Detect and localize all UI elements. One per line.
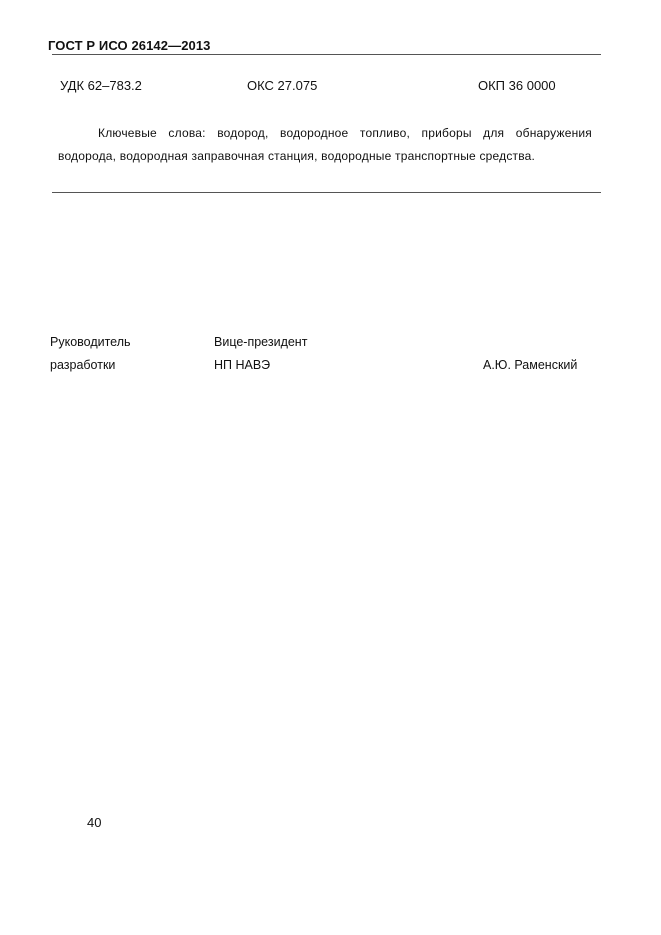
- oks-code: ОКС 27.075: [247, 78, 318, 93]
- signature-org-line2: НП НАВЭ: [214, 358, 271, 372]
- keywords-divider: [52, 192, 601, 193]
- signature-role-line2: разработки: [50, 358, 116, 372]
- signature-org-line1: Вице-президент: [214, 335, 308, 349]
- keywords-paragraph: Ключевые слова: водород, водородное топливо, приборы для обнаружения водорода, водородная заправочная станция, водородные транспортные средства.: [58, 126, 592, 163]
- signature-role-line1: Руководитель: [50, 335, 131, 349]
- okp-code: ОКП 36 0000: [478, 78, 556, 93]
- signer-name: А.Ю. Раменский: [483, 358, 578, 372]
- page-number: 40: [87, 815, 102, 830]
- header-divider: [52, 54, 601, 55]
- udk-code: УДК 62–783.2: [60, 78, 142, 93]
- document-header-title: ГОСТ Р ИСО 26142—2013: [48, 38, 211, 53]
